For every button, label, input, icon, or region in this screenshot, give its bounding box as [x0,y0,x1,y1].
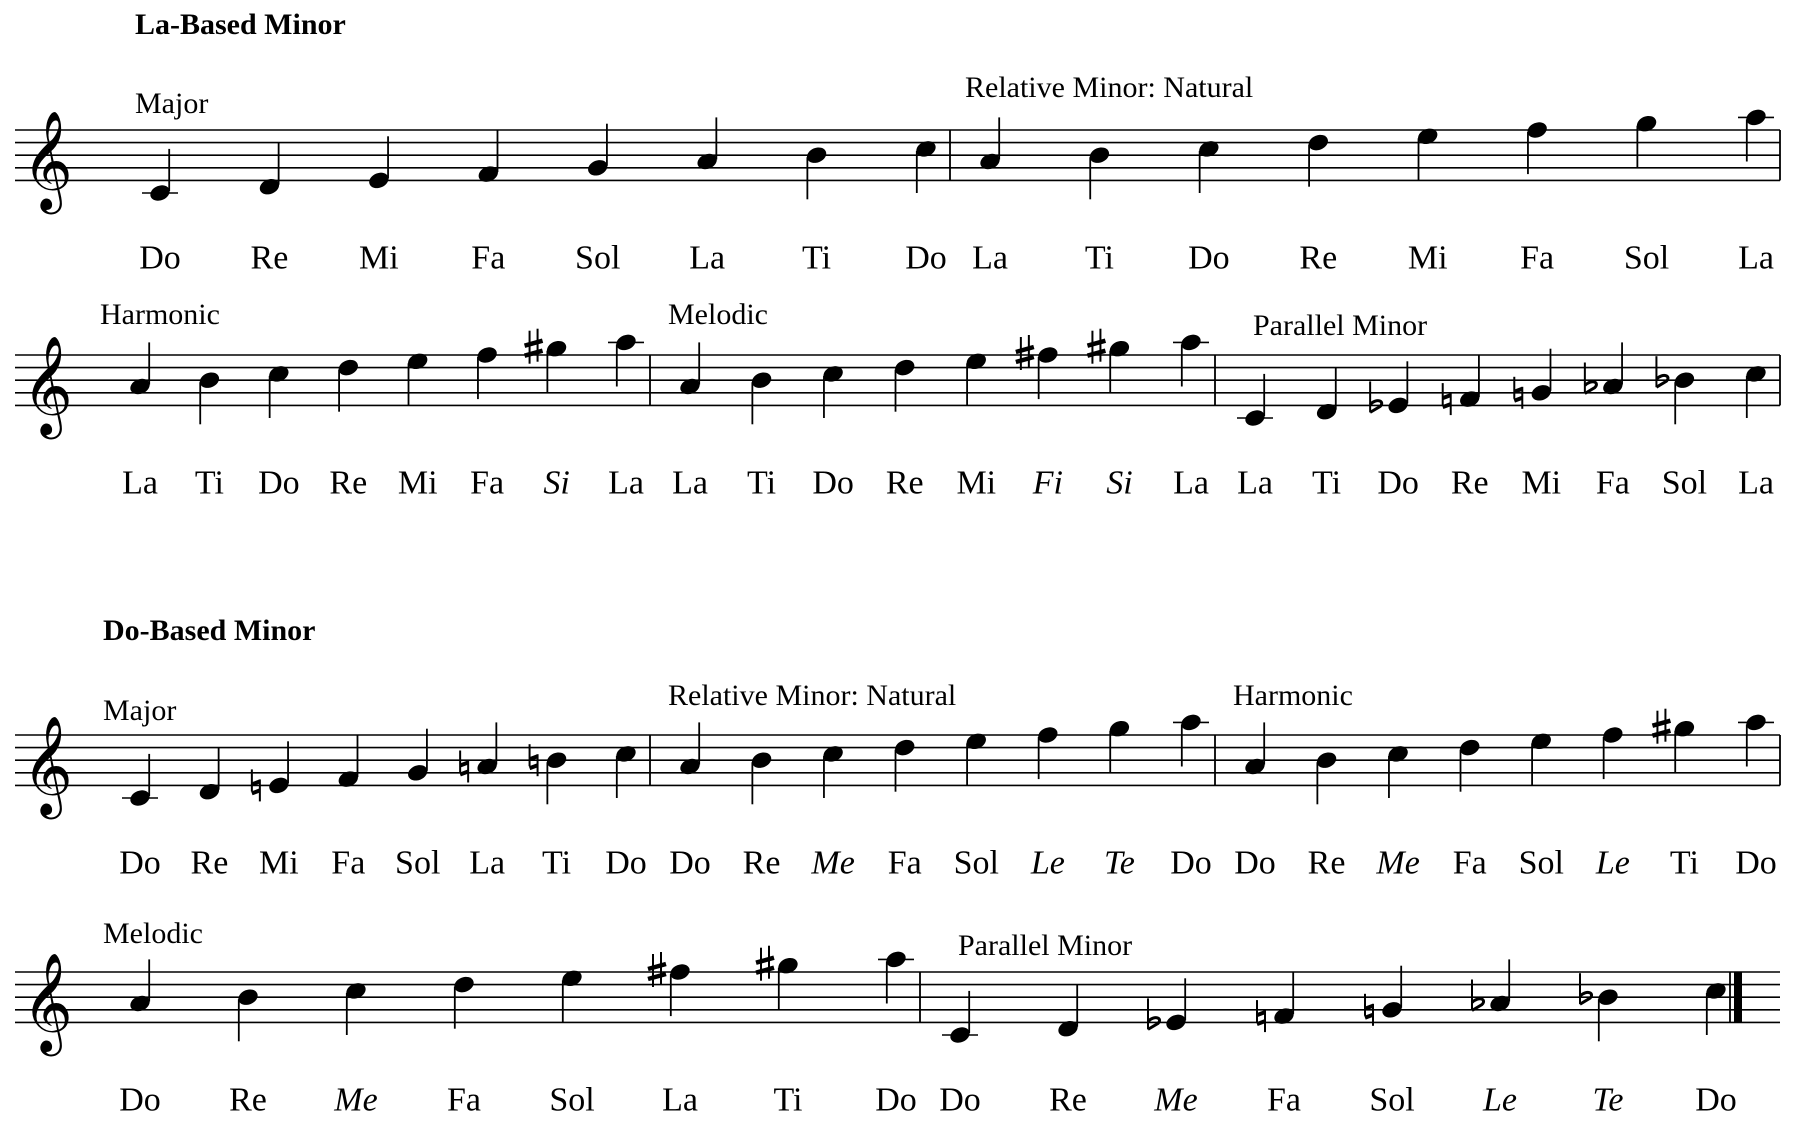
solfege-syllable: Sol [1661,464,1708,502]
solfege-syllable: La [1237,464,1273,502]
section-2 [15,614,1780,1118]
solfege-syllable: La [608,464,644,502]
solfege-syllable: Ti [1312,464,1342,502]
scale-label: Parallel Minor [1253,309,1428,342]
scale-label: Parallel Minor [958,929,1133,962]
solfege-syllable: Re [229,1081,267,1119]
solfege-syllable: Re [1307,844,1346,882]
scale-label: Melodic [668,298,768,331]
note [359,136,399,276]
solfege-syllable: Ti [747,464,777,502]
solfege-syllable: Do [875,1081,917,1119]
solfege-syllable: Re [250,239,289,277]
note [398,351,438,502]
solfege-syllable: Mi [397,464,438,502]
note [122,342,158,501]
scale-label: Relative Minor: Natural [668,679,957,712]
measure [135,87,947,276]
treble-clef-icon: 𝄞 [22,717,73,814]
natural-accidental-icon [460,751,468,783]
note [530,744,572,881]
note [648,952,698,1118]
solfege-syllable: Fa [471,239,506,277]
solfege-syllable: Ti [1669,844,1699,882]
measure [668,679,1212,881]
note [1624,113,1669,276]
note [1443,355,1489,501]
scale-label: Melodic [103,917,203,950]
note [954,731,999,882]
solfege-syllable: Do [1377,464,1419,502]
note [743,750,781,882]
solfege-syllable: Do [605,844,647,882]
note [1735,712,1777,882]
note [1016,335,1063,501]
solfege-syllable: La [662,1081,698,1119]
flat-accidental-icon [1148,998,1160,1029]
solfege-syllable: Do [669,844,711,882]
note [1299,132,1337,276]
solfege-syllable: Fa [1520,239,1555,277]
measure [103,694,647,881]
solfege-syllable: Fa [470,464,505,502]
note [119,959,161,1118]
solfege-syllable: Fa [887,844,922,882]
staff-system [15,679,1780,881]
note [447,974,481,1118]
note [1472,959,1517,1118]
sharp-accidental-icon [648,952,666,987]
solfege-syllable: Me [811,844,855,882]
note [333,980,377,1118]
note [1188,138,1230,276]
solfege-syllable: Sol [1369,1081,1415,1119]
section-title: La-Based Minor [135,8,346,41]
solfege-syllable: Ti [542,844,572,882]
solfege-syllable: Do [1234,844,1276,882]
sharp-accidental-icon [1652,709,1670,744]
staff-system [15,298,1780,501]
note [1085,145,1114,277]
solfege-syllable: Do [139,239,181,277]
note [1234,722,1276,881]
scale-label: Major [135,87,209,120]
solfege-syllable: Sol [1518,844,1564,882]
solfege-syllable: Do [1188,239,1230,277]
natural-accidental-icon [1257,1000,1265,1032]
solfege-syllable: Fa [447,1081,481,1119]
solfege-syllable: Fa [331,844,366,882]
treble-clef-icon: 𝄞 [22,112,73,209]
solfege-syllable: Te [1103,844,1135,882]
staff-system [15,917,1780,1118]
note [886,357,924,501]
flat-accidental-icon [1580,973,1592,1004]
sharp-accidental-icon [756,946,774,981]
solfege-syllable: La [972,239,1008,277]
solfege-syllable: Fa [1595,464,1630,502]
note [1375,743,1419,881]
note [1738,363,1774,501]
solfege-syllable: Do [939,1081,981,1119]
scale-label: Harmonic [100,298,220,331]
note [802,145,831,277]
note [747,370,776,502]
solfege-syllable: Le [1595,844,1630,882]
solfege-syllable: Re [885,464,924,502]
measure [668,298,1209,501]
note [1049,985,1087,1119]
solfege-syllable: Sol [953,844,999,882]
solfege-syllable: Si [1106,464,1133,502]
solfege-syllable: Sol [1623,239,1670,277]
note [672,342,708,501]
solfege-syllable: Mi [1521,464,1562,502]
note [875,949,917,1119]
solfege-syllable: Ti [194,464,224,502]
solfege-syllable: Re [1049,1081,1087,1119]
note [1257,972,1301,1118]
solfege-syllable: Ti [802,239,832,277]
natural-accidental-icon [1443,383,1451,415]
flat-accidental-icon [1370,381,1382,412]
note [229,987,267,1119]
solfege-syllable: Do [1170,844,1212,882]
treble-clef-icon: 𝄞 [22,337,73,434]
note [1104,718,1135,881]
solfege-syllable: Fa [1267,1081,1301,1119]
solfege-syllable: Do [1735,844,1777,882]
note [972,117,1008,276]
staff-system [15,71,1780,276]
note [810,743,854,881]
measure [103,917,917,1118]
note [1370,361,1419,501]
section-title: Do-Based Minor [103,614,316,647]
solfege-syllable: Mi [956,464,997,502]
note [1656,356,1707,501]
scale-label: Relative Minor: Natural [965,71,1254,104]
note [575,124,620,277]
note [1170,712,1212,882]
note [1312,368,1341,502]
note [1148,978,1198,1118]
scale-label: Major [103,694,177,727]
solfege-syllable: Mi [259,844,299,882]
flat-accidental-icon [1656,356,1668,387]
note [395,729,440,882]
final-barline-thick [1734,972,1742,1022]
solfege-syllable: Ti [773,1081,803,1119]
note [549,968,594,1119]
note [329,357,367,501]
sharp-accidental-icon [1087,329,1105,364]
solfege-syllable: La [1738,239,1774,277]
solfege-syllable: Do [812,464,854,502]
note [195,370,224,502]
note [1514,349,1561,502]
solfege-syllable: Le [1030,844,1065,882]
solfege-syllable: Me [1376,844,1420,882]
solfege-syllable: Sol [575,239,621,277]
note [252,741,299,881]
solfege-syllable: Do [119,844,161,882]
solfege-syllable: Fa [1452,844,1487,882]
measure [1233,679,1777,881]
solfege-syllable: Te [1592,1081,1624,1119]
measure [100,298,644,501]
treble-clef-icon: 𝄞 [22,954,73,1051]
note [1308,750,1346,882]
solfege-syllable: Do [1695,1081,1737,1119]
note [1173,332,1209,502]
solfege-syllable: Re [1299,239,1338,277]
solfege-syllable: Re [742,844,781,882]
solfege-syllable: Do [258,464,300,502]
measure [939,929,1737,1118]
solfege-syllable: Re [190,844,229,882]
note [331,735,365,881]
note [689,117,725,276]
measure [965,71,1774,276]
note [1519,731,1564,882]
note [905,138,947,276]
note [1738,107,1774,277]
solfege-syllable: Me [1154,1081,1198,1119]
note [605,743,647,881]
note [1580,973,1623,1118]
solfege-syllable: La [672,464,708,502]
note [1453,737,1487,881]
note [1585,342,1630,501]
note [251,143,289,277]
note [608,332,644,502]
solfege-syllable: Re [329,464,368,502]
solfege-syllable: La [469,844,506,882]
solfege-syllable: La [1173,464,1209,502]
note [956,351,996,502]
solfege-syllable: Si [543,464,570,502]
note [258,363,300,501]
solfege-syllable: Sol [395,844,441,882]
note [460,722,505,881]
solfege-syllable: Do [119,1081,161,1119]
solfege-syllable: Me [334,1081,378,1119]
solfege-syllable: Mi [1407,239,1448,277]
solfege-syllable: La [1738,464,1774,502]
section-1 [15,8,1780,501]
note [669,722,711,881]
note [812,363,854,501]
solfege-syllable: Fi [1032,464,1063,502]
solfege-syllable: La [122,464,158,502]
note [471,130,505,276]
note [1408,126,1448,277]
solfege-syllable: Le [1483,1081,1517,1119]
solfege-syllable: Ti [1084,239,1114,277]
scale-label: Harmonic [1233,679,1353,712]
solfege-syllable: Mi [359,239,399,277]
sharp-accidental-icon [1016,335,1034,370]
solfege-syllable: La [689,239,726,277]
solfege-syllable: Do [905,239,947,277]
solfege-syllable: Re [1450,464,1489,502]
note [191,748,229,882]
sharp-accidental-icon [525,329,543,364]
note [1365,966,1415,1119]
solfege-syllable: Sol [549,1081,595,1119]
note [888,737,922,881]
